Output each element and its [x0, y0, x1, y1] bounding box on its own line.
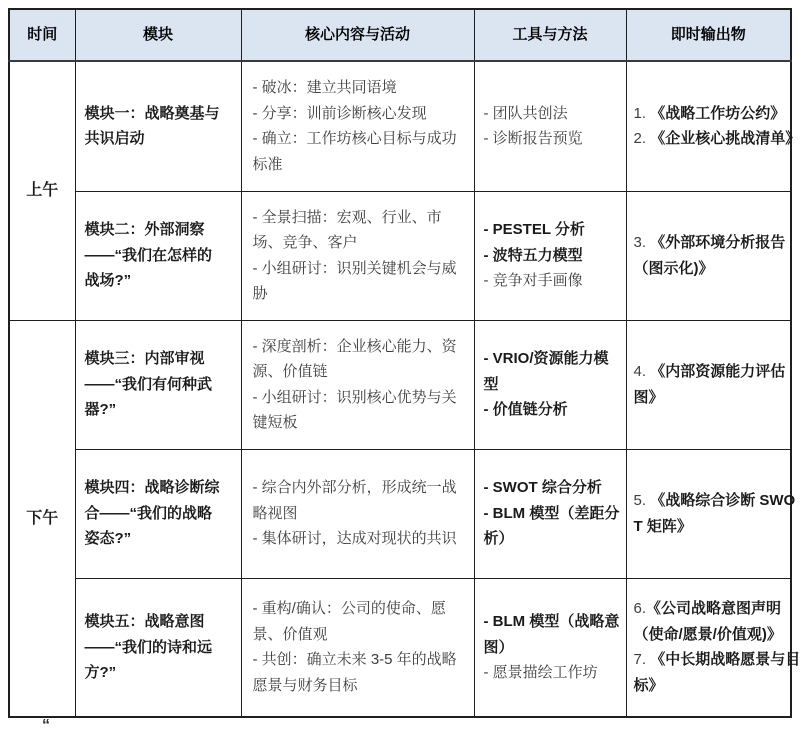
- activities-cell: [241, 191, 474, 320]
- table-row-module-5: [9, 578, 791, 717]
- activity-line: - 分享：训前诊断核心发现: [252, 104, 427, 122]
- tool-line: - BLM 模型（战略意图）: [483, 613, 620, 656]
- cropped-text-fragment: “: [42, 717, 50, 731]
- output-line: [634, 647, 800, 698]
- output-line: [634, 488, 800, 539]
- header-cell-outputs: 即时输出物: [626, 9, 791, 61]
- output-number: 5.: [633, 492, 647, 509]
- header-row: [9, 9, 791, 61]
- activity-line: - 确立：工作坊核心目标与成功标准: [252, 130, 457, 173]
- module-title-cell: 模块一：战略奠基与共识启动: [75, 61, 241, 191]
- tools-cell: [474, 449, 626, 578]
- header-cell-tools: 工具与方法: [474, 9, 626, 61]
- output-title: 《企业核心挑战清单》: [650, 130, 800, 148]
- tools-cell: [474, 61, 626, 191]
- output-number: 3.: [633, 234, 647, 251]
- tools-cell: [474, 191, 626, 320]
- time-cell-afternoon: 下午: [9, 320, 75, 717]
- output-number: 6.: [633, 600, 647, 618]
- output-number: 2.: [633, 130, 647, 148]
- tool-line: - 价值链分析: [483, 401, 568, 419]
- table-row-module-1: [9, 61, 791, 191]
- table-row-module-4: [9, 449, 791, 578]
- module-title-cell: 模块三：内部审视——“我们有何种武器?”: [75, 320, 241, 449]
- module-title-cell: 模块二：外部洞察——“我们在怎样的战场?”: [75, 191, 241, 320]
- header-cell-time: 时间: [9, 9, 75, 61]
- activity-line: - 小组研讨：识别关键机会与威胁: [252, 259, 457, 302]
- tools-cell: [474, 320, 626, 449]
- output-number: 4.: [633, 363, 647, 380]
- tool-line: - 诊断报告预览: [483, 130, 583, 148]
- header-cell-module: 模块: [75, 9, 241, 61]
- output-title: 《中长期战略愿景与目标》: [633, 651, 800, 694]
- outputs-cell: [626, 320, 791, 449]
- tool-line: - 波特五力模型: [483, 246, 583, 264]
- activity-line: - 共创：确立未来 3-5 年的战略愿景与财务目标: [252, 651, 457, 694]
- output-title: 《公司战略意图声明（使命/愿景/价值观)》: [633, 600, 782, 643]
- output-number: 1.: [633, 104, 647, 122]
- output-number: 7.: [633, 651, 647, 669]
- activity-line: - 集体研讨，达成对现状的共识: [252, 530, 457, 548]
- activities-cell: [241, 320, 474, 449]
- output-title: 《战略工作坊公约》: [650, 104, 786, 122]
- tool-line: - SWOT 综合分析: [483, 479, 602, 497]
- activities-cell: [241, 449, 474, 578]
- tool-line: - 团队共创法: [483, 104, 568, 122]
- output-title: 《外部环境分析报告（图示化)》: [633, 234, 786, 277]
- activities-cell: [241, 61, 474, 191]
- outputs-cell: [626, 578, 800, 717]
- output-title: 《内部资源能力评估图》: [633, 363, 786, 406]
- table-row-module-3: [9, 320, 791, 449]
- activity-line: - 破冰：建立共同语境: [252, 79, 397, 97]
- tool-line: - 愿景描绘工作坊: [483, 664, 598, 681]
- tool-line: - 竞争对手画像: [483, 272, 583, 290]
- output-title: 《战略综合诊断 SWOT 矩阵》: [633, 492, 796, 535]
- output-line: [634, 126, 800, 152]
- tools-cell: [474, 578, 626, 717]
- output-line: [634, 230, 800, 281]
- tool-line: - BLM 模型（差距分析）: [483, 504, 620, 548]
- activity-line: - 综合内外部分析，形成统一战略视图: [252, 479, 457, 522]
- header-cell-activities: 核心内容与活动: [241, 9, 474, 61]
- output-line: [634, 101, 800, 127]
- table-row-module-2: [9, 191, 791, 320]
- tool-line: - VRIO/资源能力模型: [483, 350, 609, 393]
- module-title-cell: 模块五：战略意图——“我们的诗和远方?”: [75, 578, 241, 717]
- outputs-cell: [626, 449, 796, 578]
- output-line: [634, 359, 800, 410]
- module-title-cell: 模块四：战略诊断综合——“我们的战略姿态?”: [75, 449, 241, 578]
- activities-cell: [241, 578, 474, 717]
- outputs-cell: [626, 61, 800, 191]
- activity-line: - 全景扫描：宏观、行业、市场、竞争、客户: [252, 208, 442, 251]
- activity-line: - 小组研讨：识别核心优势与关键短板: [252, 388, 457, 431]
- time-cell-morning: 上午: [9, 61, 75, 320]
- outputs-cell: [626, 191, 791, 320]
- tool-line: - PESTEL 分析: [483, 221, 585, 239]
- activity-line: - 重构/确认：公司的使命、愿景、价值观: [252, 600, 446, 643]
- activity-line: - 深度剖析：企业核心能力、资源、价值链: [252, 337, 457, 380]
- output-line: [634, 596, 800, 647]
- workshop-agenda-table: [8, 8, 800, 718]
